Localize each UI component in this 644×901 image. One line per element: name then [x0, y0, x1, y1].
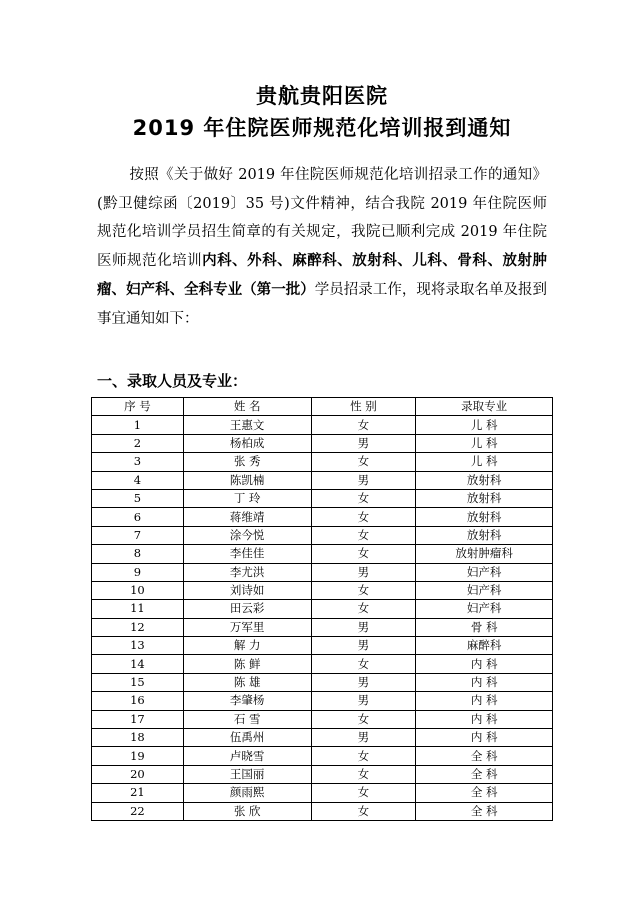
row-number: 15 [92, 673, 184, 691]
row-specialty: 内 科 [416, 655, 553, 673]
row-specialty: 全 科 [416, 784, 553, 802]
table-header-row [92, 398, 553, 416]
table-row [92, 765, 553, 783]
row-name: 涂今悦 [183, 526, 311, 544]
row-name: 陈 鲜 [183, 655, 311, 673]
row-specialty: 全 科 [416, 802, 553, 820]
row-specialty: 妇产科 [416, 581, 553, 599]
table-row [92, 545, 553, 563]
row-specialty: 儿 科 [416, 416, 553, 434]
row-number: 14 [92, 655, 184, 673]
row-name: 丁 玲 [183, 489, 311, 507]
row-specialty: 内 科 [416, 729, 553, 747]
row-gender: 女 [311, 802, 416, 820]
row-name: 伍禹州 [183, 729, 311, 747]
row-name: 陈 雄 [183, 673, 311, 691]
row-gender: 女 [311, 526, 416, 544]
row-number: 21 [92, 784, 184, 802]
row-specialty: 儿 科 [416, 453, 553, 471]
table-row [92, 471, 553, 489]
intro-specialties: 内科、外科、麻醉科、放射科、儿科、骨科、放射肿瘤、妇产科、全科专业（第一批） [97, 253, 548, 298]
row-gender: 男 [311, 673, 416, 691]
row-name: 刘诗如 [183, 581, 311, 599]
table-row [92, 618, 553, 636]
row-name: 杨柏成 [183, 434, 311, 452]
row-gender: 女 [311, 600, 416, 618]
row-gender: 女 [311, 581, 416, 599]
header-gender: 性 别 [311, 398, 416, 416]
intro-paragraph [97, 161, 547, 333]
table-row [92, 434, 553, 452]
row-number: 6 [92, 508, 184, 526]
table-row [92, 581, 553, 599]
document-title: 贵航贵阳医院 [256, 84, 388, 108]
row-number: 5 [92, 489, 184, 507]
row-gender: 女 [311, 784, 416, 802]
row-name: 李尤洪 [183, 563, 311, 581]
intro-text-end: 学员招录工作，现将录取名单及报到事宜通知如下： [97, 281, 547, 327]
row-specialty: 骨 科 [416, 618, 553, 636]
row-specialty: 全 科 [416, 747, 553, 765]
row-number: 20 [92, 765, 184, 783]
row-specialty: 麻醉科 [416, 637, 553, 655]
table-row [92, 600, 553, 618]
table-row [92, 729, 553, 747]
row-name: 颜雨熙 [183, 784, 311, 802]
row-specialty: 儿 科 [416, 434, 553, 452]
table-row [92, 710, 553, 728]
row-name: 王国丽 [183, 765, 311, 783]
row-number: 19 [92, 747, 184, 765]
section-heading: 一、录取人员及专业： [97, 372, 248, 390]
row-specialty: 放射科 [416, 526, 553, 544]
table-row [92, 802, 553, 820]
row-specialty: 内 科 [416, 710, 553, 728]
table-row [92, 489, 553, 507]
row-gender: 女 [311, 453, 416, 471]
row-gender: 男 [311, 692, 416, 710]
table-row [92, 784, 553, 802]
row-number: 11 [92, 600, 184, 618]
row-number: 4 [92, 471, 184, 489]
row-name: 石 雪 [183, 710, 311, 728]
row-gender: 女 [311, 545, 416, 563]
admission-table [91, 397, 553, 821]
row-name: 万军里 [183, 618, 311, 636]
row-specialty: 内 科 [416, 692, 553, 710]
table-row [92, 526, 553, 544]
row-specialty: 放射科 [416, 471, 553, 489]
intro-text-start: 按照《关于做好 2019 年住院医师规范化培训招录工作的通知》(黔卫健综函〔2019〕35 号)文件精神，结合我院 2019 年住院医师规范化培训学员招生简章的有关规定，我院已顺利完成 2019 年住院医师规范化培训 [97, 167, 547, 270]
row-name: 陈凯楠 [183, 471, 311, 489]
row-name: 卢晓雪 [183, 747, 311, 765]
table-row [92, 416, 553, 434]
row-name: 李肇杨 [183, 692, 311, 710]
row-gender: 男 [311, 637, 416, 655]
row-number: 8 [92, 545, 184, 563]
header-name: 姓 名 [183, 398, 311, 416]
row-specialty: 全 科 [416, 765, 553, 783]
row-specialty: 妇产科 [416, 600, 553, 618]
row-number: 7 [92, 526, 184, 544]
row-gender: 女 [311, 489, 416, 507]
row-number: 3 [92, 453, 184, 471]
table-row [92, 747, 553, 765]
table-row [92, 637, 553, 655]
row-gender: 女 [311, 747, 416, 765]
row-name: 解 力 [183, 637, 311, 655]
row-gender: 男 [311, 729, 416, 747]
header-specialty: 录取专业 [416, 398, 553, 416]
row-specialty: 妇产科 [416, 563, 553, 581]
row-specialty: 放射科 [416, 508, 553, 526]
table-row [92, 673, 553, 691]
row-name: 蒋维靖 [183, 508, 311, 526]
header-number: 序 号 [92, 398, 184, 416]
row-number: 13 [92, 637, 184, 655]
row-number: 22 [92, 802, 184, 820]
row-gender: 男 [311, 618, 416, 636]
row-number: 12 [92, 618, 184, 636]
row-number: 16 [92, 692, 184, 710]
row-number: 9 [92, 563, 184, 581]
row-gender: 女 [311, 655, 416, 673]
row-specialty: 放射科 [416, 489, 553, 507]
row-name: 王惠文 [183, 416, 311, 434]
row-name: 张 欣 [183, 802, 311, 820]
row-number: 2 [92, 434, 184, 452]
row-number: 1 [92, 416, 184, 434]
row-number: 18 [92, 729, 184, 747]
table-row [92, 453, 553, 471]
row-gender: 男 [311, 434, 416, 452]
row-name: 李佳佳 [183, 545, 311, 563]
row-name: 张 秀 [183, 453, 311, 471]
document-subtitle: 2019 年住院医师规范化培训报到通知 [132, 116, 512, 140]
row-gender: 女 [311, 508, 416, 526]
table-row [92, 563, 553, 581]
row-gender: 女 [311, 765, 416, 783]
table-row [92, 508, 553, 526]
row-gender: 男 [311, 471, 416, 489]
row-name: 田云彩 [183, 600, 311, 618]
row-specialty: 放射肿瘤科 [416, 545, 553, 563]
row-number: 17 [92, 710, 184, 728]
table-row [92, 692, 553, 710]
row-gender: 男 [311, 563, 416, 581]
row-number: 10 [92, 581, 184, 599]
row-specialty: 内 科 [416, 673, 553, 691]
row-gender: 女 [311, 416, 416, 434]
row-gender: 女 [311, 710, 416, 728]
table-row [92, 655, 553, 673]
